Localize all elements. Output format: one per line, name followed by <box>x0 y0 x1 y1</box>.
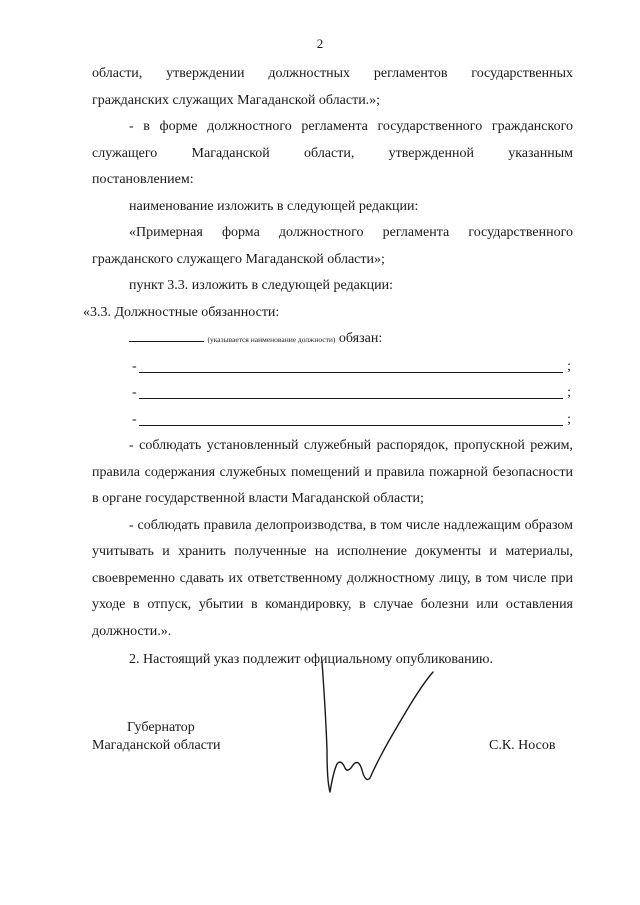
blank-line <box>139 398 563 399</box>
semicolon: ; <box>567 411 571 427</box>
semicolon: ; <box>567 385 571 400</box>
signatory-title: Губернатор <box>127 720 195 735</box>
signature-block <box>0 720 640 840</box>
paragraph: 2. Настоящий указ подлежит официальному опубликованию. <box>129 652 494 667</box>
dash: - <box>132 358 137 374</box>
template-tail: обязан: <box>338 331 383 346</box>
paragraph-line: наименование изложить в следующей редакции: <box>129 198 419 214</box>
position-template-line <box>92 326 573 354</box>
blank-line <box>139 425 563 426</box>
signatory-name: С.К. Носов <box>489 738 556 753</box>
paragraph-line: области, утверждении должностных регламентов государственных <box>92 66 573 81</box>
page-number: 2 <box>316 36 324 51</box>
fill-in-line <box>92 407 573 434</box>
document-body <box>83 61 573 674</box>
paragraph-line: «Примерная форма должностного регламента государственного <box>129 225 573 240</box>
blank-line <box>139 372 563 373</box>
fill-in-line <box>92 380 573 407</box>
fill-in-line <box>92 354 573 381</box>
paragraph-line: постановлением: <box>92 172 194 187</box>
semicolon: ; <box>567 358 571 374</box>
paragraph-line: «3.3. Должностные обязанности: <box>83 304 280 320</box>
paragraph-line: пункт 3.3. изложить в следующей редакции: <box>129 278 393 293</box>
signatory-region: Магаданской области <box>92 738 221 753</box>
paragraph: - соблюдать установленный служебный распорядок, пропускной режим, правила содержания служебных помещений и правила пожарной безопасности в органе государственной власти Магаданской области; <box>92 438 573 506</box>
paragraph-line: гражданского служащего Магаданской области»; <box>92 251 385 267</box>
template-hint: (указывается наименование должности) <box>207 335 336 344</box>
paragraph-line: служащего Магаданской области, утвержденной указанным <box>92 145 573 161</box>
dash: - <box>132 411 137 427</box>
handwritten-signature <box>310 660 440 805</box>
paragraph: - соблюдать правила делопроизводства, в том числе надлежащим образом учитывать и хранить полученные на исполнение документы и материалы, своевременно сдавать их ответственному должностному лицу, в том числе при уходе в отпуск, убытии в командировку, в случае болезни или оставления должности.». <box>92 517 573 639</box>
paragraph-line: - в форме должностного регламента государственного гражданского <box>129 119 573 134</box>
dash: - <box>132 385 137 400</box>
blank-line <box>129 327 204 342</box>
paragraph-line: гражданских служащих Магаданской области.»; <box>92 92 381 108</box>
